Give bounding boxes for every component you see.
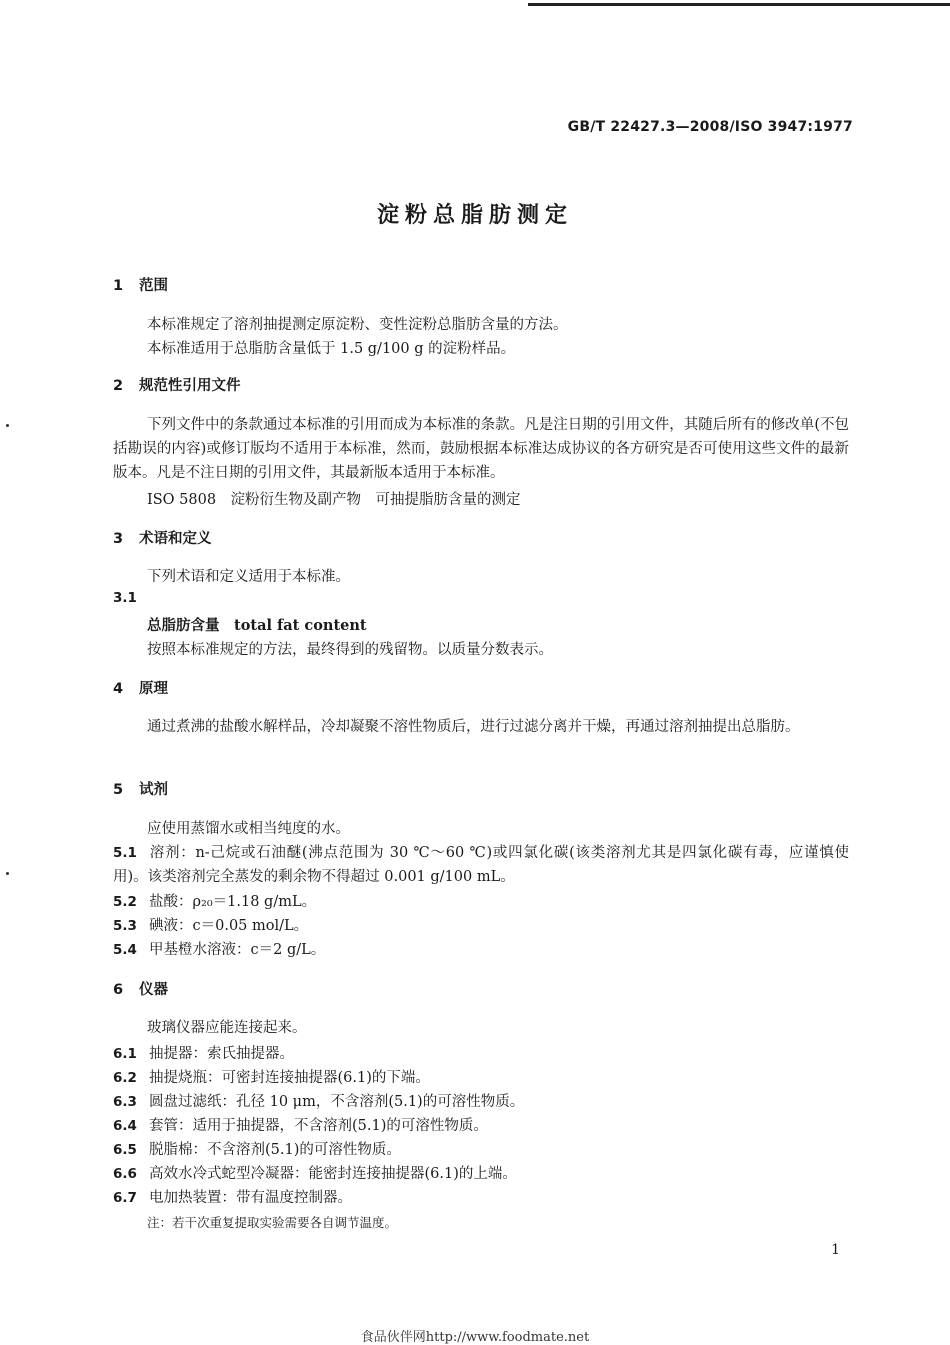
- item-number: 5.2: [113, 894, 137, 910]
- list-item: [113, 1042, 294, 1063]
- item-text: 抽提器：索氏抽提器。: [149, 1046, 294, 1062]
- section-heading-6: [113, 978, 168, 999]
- paragraph: 下列文件中的条款通过本标准的引用而成为本标准的条款。凡是注日期的引用文件，其随后所有的修改单(不包括勘误的内容)或修订版均不适用于本标准，然而，鼓励根据本标准达成协议的各方研究是否可使用这些文件的最新版本。凡是不注日期的引用文件，其最新版本适用于本标准。: [113, 417, 849, 481]
- list-item: [113, 938, 325, 959]
- list-item: [113, 1138, 401, 1159]
- list-item: [113, 841, 849, 889]
- section-title: 仪器: [139, 982, 168, 998]
- section-number: 3: [113, 531, 124, 547]
- item-number: 6.1: [113, 1046, 137, 1062]
- list-item: [113, 1090, 524, 1111]
- item-text: 脱脂棉：不含溶剂(5.1)的可溶性物质。: [149, 1142, 401, 1158]
- item-text: 套管：适用于抽提器，不含溶剂(5.1)的可溶性物质。: [149, 1118, 488, 1134]
- term-entry: 总脂肪含量 total fat content: [147, 617, 367, 634]
- standard-code: GB/T 22427.3—2008/ISO 3947:1977: [567, 119, 853, 135]
- reference-item: ISO 5808 淀粉衍生物及副产物 可抽提脂肪含量的测定: [147, 492, 521, 508]
- paragraph: 玻璃仪器应能连接起来。: [147, 1020, 307, 1036]
- section-title: 术语和定义: [139, 531, 212, 547]
- item-text: 电加热装置：带有温度控制器。: [149, 1190, 352, 1206]
- item-text: 圆盘过滤纸：孔径 10 μm，不含溶剂(5.1)的可溶性物质。: [149, 1094, 525, 1110]
- item-number: 5.4: [113, 942, 137, 958]
- paragraph: 本标准规定了溶剂抽提测定原淀粉、变性淀粉总脂肪含量的方法。: [147, 317, 568, 333]
- list-item: [113, 1186, 352, 1207]
- item-number: 6.7: [113, 1190, 137, 1206]
- list-item: [113, 1066, 430, 1087]
- page-number: 1: [831, 1242, 840, 1258]
- section-heading-5: [113, 778, 168, 799]
- item-number: 6.6: [113, 1166, 137, 1182]
- top-rule: [528, 3, 950, 6]
- paragraph: 通过煮沸的盐酸水解样品，冷却凝聚不溶性物质后，进行过滤分离并干燥，再通过溶剂抽提出总脂肪。: [147, 719, 800, 735]
- section-title: 范围: [139, 278, 168, 294]
- item-text: 碘液：c＝0.05 mol/L。: [149, 918, 309, 934]
- section-number: 6: [113, 982, 124, 998]
- item-number: 6.5: [113, 1142, 137, 1158]
- scan-speck: [6, 872, 9, 875]
- item-text: 甲基橙水溶液：c＝2 g/L。: [149, 942, 326, 958]
- section-title: 规范性引用文件: [139, 378, 241, 394]
- section-title: 试剂: [139, 782, 168, 798]
- item-number: 6.2: [113, 1070, 137, 1086]
- section-number: 5: [113, 782, 124, 798]
- section-number: 4: [113, 681, 124, 697]
- paragraph: 本标准适用于总脂肪含量低于 1.5 g/100 g 的淀粉样品。: [147, 341, 516, 357]
- list-item: [113, 890, 316, 911]
- document-title: 淀粉总脂肪测定: [376, 203, 573, 228]
- footer-watermark: 食品伙伴网http://www.foodmate.net: [360, 1330, 590, 1345]
- paragraph: 下列术语和定义适用于本标准。: [147, 569, 350, 585]
- list-item: [113, 1162, 517, 1183]
- list-item: [113, 1114, 488, 1135]
- item-text: 盐酸：ρ₂₀＝1.18 g/mL。: [149, 894, 317, 910]
- section-number: 1: [113, 278, 124, 294]
- section-number: 2: [113, 378, 124, 394]
- term-definition: 按照本标准规定的方法，最终得到的残留物。以质量分数表示。: [147, 642, 553, 658]
- section-heading-3: [113, 527, 212, 548]
- item-number: 6.4: [113, 1118, 137, 1134]
- item-number: 6.3: [113, 1094, 137, 1110]
- item-text: 抽提烧瓶：可密封连接抽提器(6.1)的下端。: [149, 1070, 430, 1086]
- item-number: 5.3: [113, 918, 137, 934]
- list-item: [113, 914, 308, 935]
- section-heading-4: [113, 677, 168, 698]
- paragraph: 应使用蒸馏水或相当纯度的水。: [147, 821, 350, 837]
- item-text: 高效水冷式蛇型冷凝器：能密封连接抽提器(6.1)的上端。: [149, 1166, 517, 1182]
- section-title: 原理: [139, 681, 168, 697]
- subsection-number: 3.1: [113, 590, 137, 606]
- item-number: 5.1: [113, 845, 137, 861]
- scan-speck: [6, 424, 9, 427]
- section-heading-1: [113, 274, 168, 295]
- note: 注：若干次重复提取实验需要各自调节温度。: [147, 1215, 398, 1230]
- section-heading-2: [113, 374, 241, 395]
- item-text: 溶剂：n-己烷或石油醚(沸点范围为 30 ℃～60 ℃)或四氯化碳(该类溶剂尤其是四氯化碳有毒，应谨慎使用)。该类溶剂完全蒸发的剩余物不得超过 0.001 g/100 mL。: [113, 845, 849, 885]
